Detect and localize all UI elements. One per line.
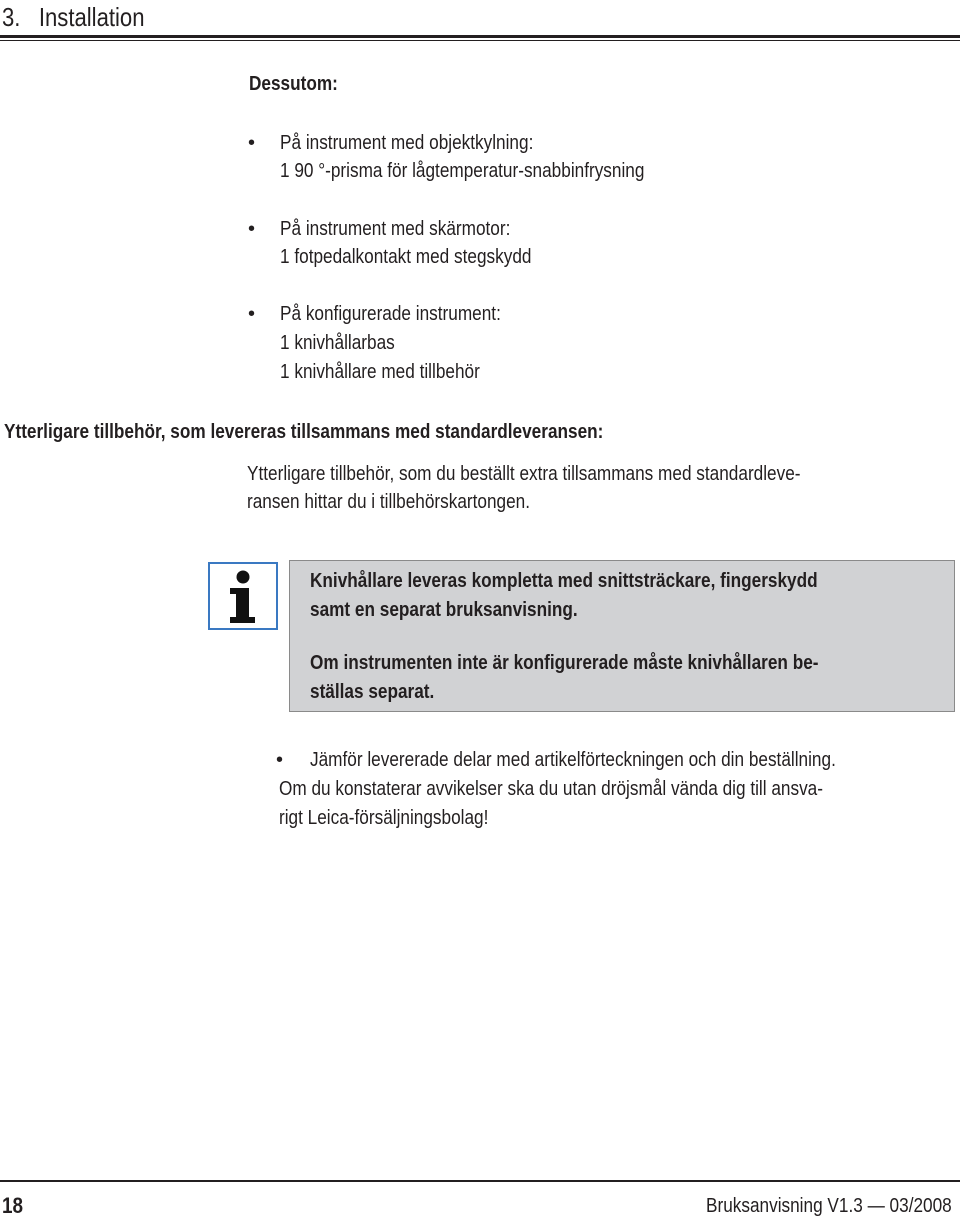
footer-rule — [0, 1180, 960, 1182]
header-rule-thin — [0, 40, 960, 41]
chapter-title: 3. Installation — [2, 2, 145, 32]
bullet-title: På instrument med objektkylning: — [280, 132, 534, 154]
note-line: samt en separat bruksanvisning. — [310, 599, 578, 621]
compare-line: Om du konstaterar avvikelser ska du utan dröjsmål vända dig till ansva- — [279, 778, 823, 800]
bullet-item: 1 90 °-prisma för lågtemperatur-snabbinfrysning — [280, 160, 645, 182]
info-glyph — [210, 564, 276, 628]
info-icon — [208, 562, 278, 630]
compare-line: rigt Leica-försäljningsbolag! — [279, 807, 489, 829]
document-version: Bruksanvisning V1.3 — 03/2008 — [706, 1195, 952, 1217]
bullet-icon: • — [248, 218, 256, 240]
bullet-item: 1 knivhållare med tillbehör — [280, 361, 480, 383]
note-line: ställas separat. — [310, 681, 435, 703]
note-line: Knivhållare leveras kompletta med snittsträckare, fingerskydd — [310, 570, 818, 592]
bullet-item: 1 knivhållarbas — [280, 332, 395, 354]
bullet-icon: • — [248, 303, 256, 325]
header-rule — [0, 35, 960, 38]
bullet-title: På instrument med skärmotor: — [280, 218, 511, 240]
bullet-icon: • — [276, 749, 284, 771]
bullet-item: 1 fotpedalkontakt med stegskydd — [280, 246, 532, 268]
page-header — [0, 0, 960, 40]
accessories-text-line: ransen hittar du i tillbehörskartongen. — [247, 491, 531, 513]
page-number: 18 — [2, 1193, 24, 1218]
accessories-heading: Ytterligare tillbehör, som levereras tillsammans med standardleveransen: — [4, 421, 604, 443]
bullet-title: På konfigurerade instrument: — [280, 303, 501, 325]
section-heading: Dessutom: — [249, 73, 338, 95]
note-line: Om instrumenten inte är konfigurerade måste knivhållaren be- — [310, 652, 819, 674]
bullet-icon: • — [248, 132, 256, 154]
compare-line: Jämför levererade delar med artikelförteckningen och din beställning. — [310, 749, 836, 771]
accessories-text-line: Ytterligare tillbehör, som du beställt extra tillsammans med standardleve- — [247, 463, 801, 485]
